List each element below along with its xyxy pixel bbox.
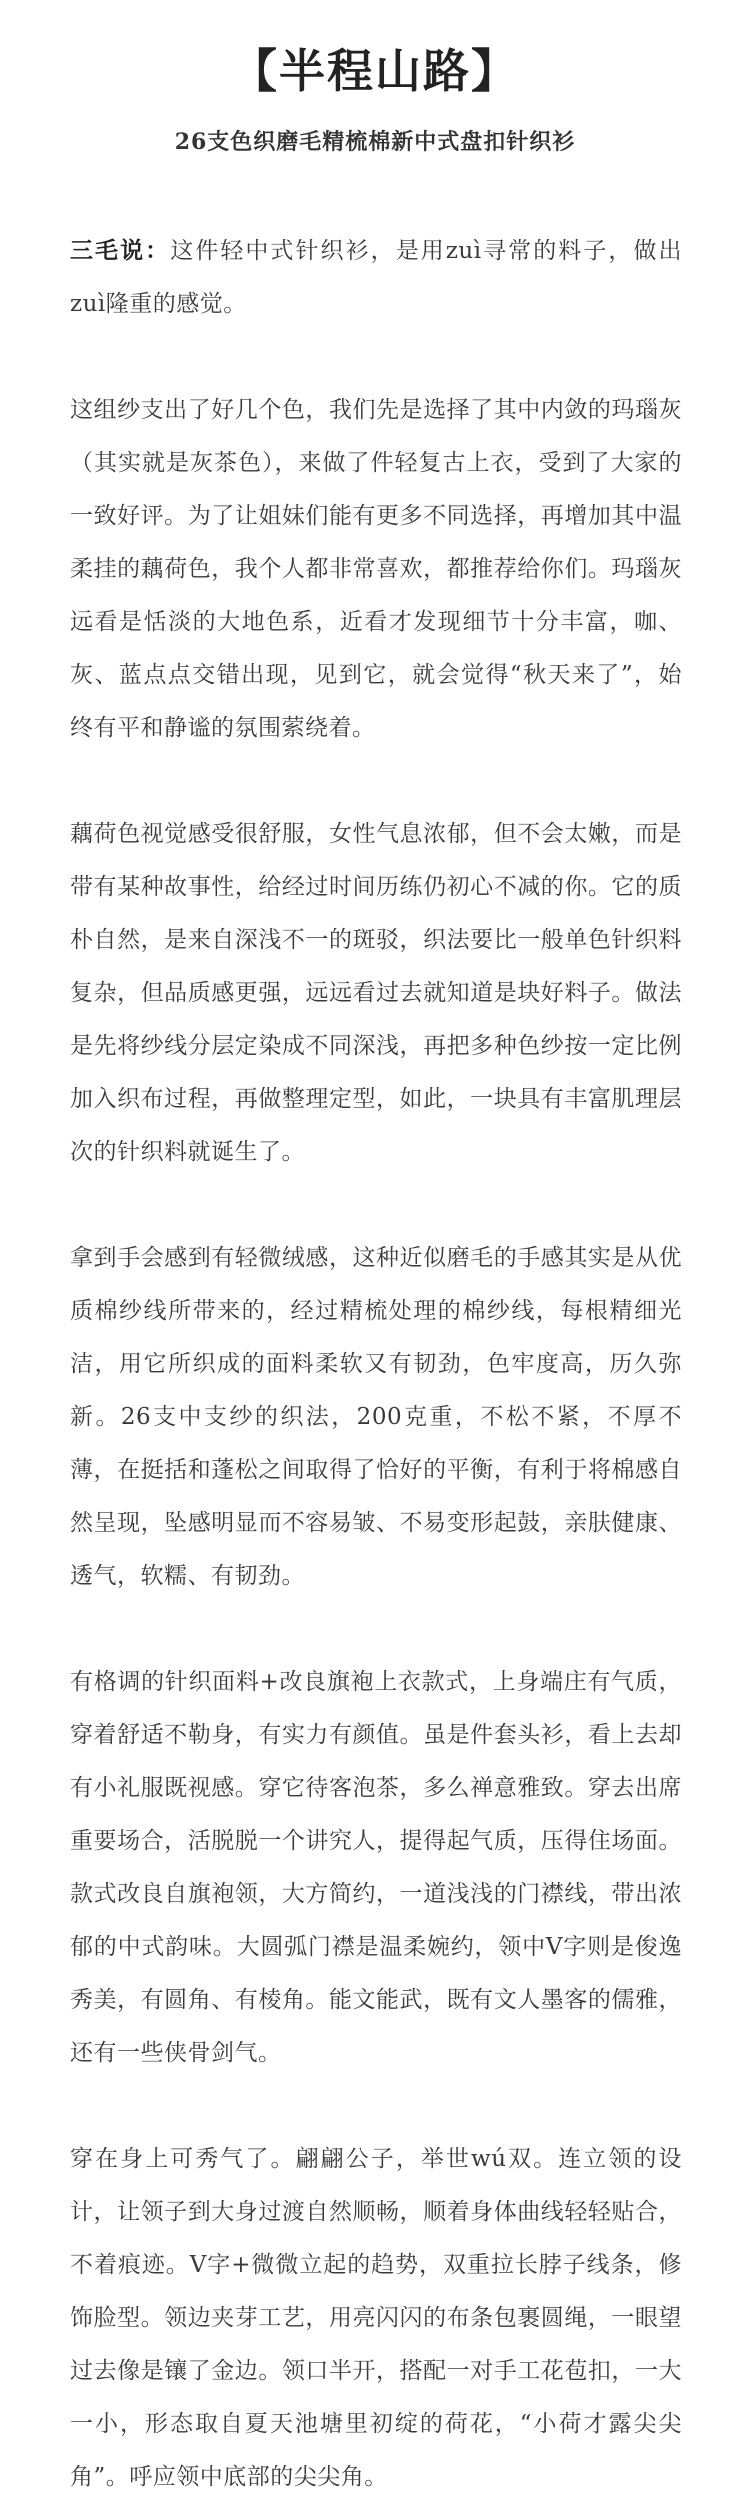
body-paragraph: 拿到手会感到有轻微绒感，这种近似磨毛的手感其实是从优质棉纱线所带来的，经过精梳处理的棉纱线，每根精细光洁，用它所织成的面料柔软又有韧劲，色牢度高，历久弥新。26支中支纱的织法，200克重，不松不紧，不厚不薄，在挺括和蓬松之间取得了恰好的平衡，有利于将棉感自然呈现，坠感明显而不容易皱、不易变形起鼓，亲肤健康、透气，软糯、有韧劲。 — [70, 1245, 682, 1589]
intro-paragraph — [70, 224, 682, 331]
article-body — [0, 224, 750, 2504]
body-paragraph: 藕荷色视觉感受很舒服，女性气息浓郁，但不会太嫩，而是带有某种故事性，给经过时间历练仍初心不减的你。它的质朴自然，是来自深浅不一的斑驳，织法要比一般单色针织料复杂，但品质感更强，远远看过去就知道是块好料子。做法是先将纱线分层定染成不同深浅，再把多种色纱按一定比例加入织布过程，再做整理定型，如此，一块具有丰富肌理层次的针织料就诞生了。 — [70, 821, 682, 1165]
speaker-label: 三毛说： — [70, 237, 171, 264]
body-paragraph: 这组纱支出了好几个色，我们先是选择了其中内敛的玛瑙灰（其实就是灰茶色），来做了件轻复古上衣，受到了大家的一致好评。为了让姐妹们能有更多不同选择，再增加其中温柔挂的藕荷色，我个人都非常喜欢，都推荐给你们。玛瑙灰远看是恬淡的大地色系，近看才发现细节十分丰富，咖、灰、蓝点点交错出现，见到它，就会觉得“秋天来了”，始终有平和静谧的氛围萦绕着。 — [70, 397, 682, 741]
intro-text: 这件轻中式针织衫，是用zuì寻常的料子，做出zuì隆重的感觉。 — [70, 238, 682, 317]
article-title: 【半程山路】 — [231, 44, 519, 98]
body-paragraph: 穿在身上可秀气了。翩翩公子，举世wú双。连立领的设计，让领子到大身过渡自然顺畅，顺着身体曲线轻轻贴合，不着痕迹。V字+微微立起的趋势，双重拉长脖子线条，修饰脸型。领边夹芽工艺，用亮闪闪的布条包裹圆绳，一眼望过去像是镶了金边。领口半开，搭配一对手工花苞扣，一大一小，形态取自夏天池塘里初绽的荷花，“小荷才露尖尖角”。呼应领中底部的尖尖角。 — [70, 2146, 682, 2490]
body-paragraph: 有格调的针织面料+改良旗袍上衣款式，上身端庄有气质，穿着舒适不勒身，有实力有颜值。虽是件套头衫，看上去却有小礼服既视感。穿它待客泡茶，多么禅意雅致。穿去出席重要场合，活脱脱一个讲究人，提得起气质，压得住场面。款式改良自旗袍领，大方简约，一道浅浅的门襟线，带出浓郁的中式韵味。大圆弧门襟是温柔婉约，领中V字则是俊逸秀美，有圆角、有棱角。能文能武，既有文人墨客的儒雅，还有一些侠骨剑气。 — [70, 1669, 682, 2066]
article-subtitle: 26支色织磨毛精梳棉新中式盘扣针织衫 — [174, 129, 576, 155]
